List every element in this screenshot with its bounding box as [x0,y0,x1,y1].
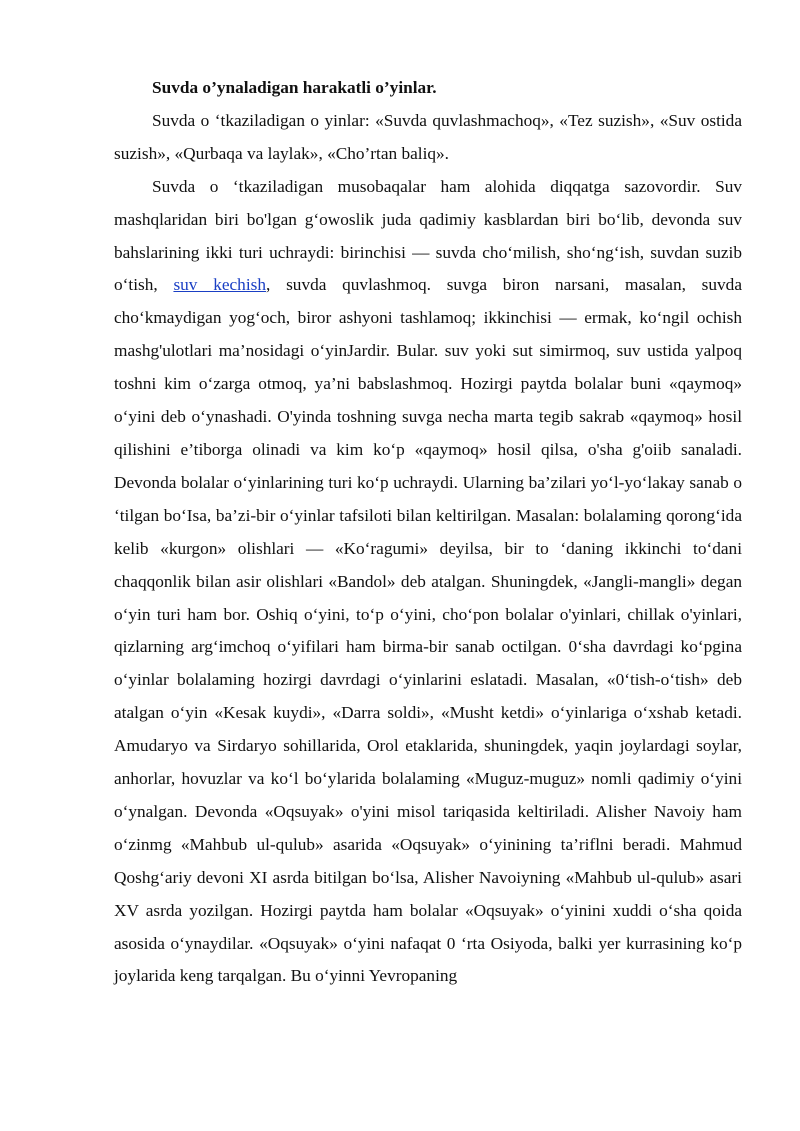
document-page [114,72,742,993]
suv-kechish-link[interactable]: suv kechish [173,275,266,295]
paragraph-competitions [114,171,742,994]
paragraph-games-list: Suvda o ‘tkaziladigan o yinlar: «Suvda quvlashmachoq», «Tez suzish», «Suv ostida suzish», «Qurbaqa va laylak», «Cho’rtan baliq». [114,110,742,163]
section-heading: Suvda o’ynaladigan harakatli o’yinlar. [152,78,437,97]
paragraph-text-start: Suvda o ‘tkaziladigan musobaqalar ham alohida diqqatga sazovordir. Suv mashqlaridan biri bo'lgan g‘owoslik juda qadimiy kasblardan biri bo‘lib, devonda suv bahslarining ikki turi uchraydi: birinchisi — suvda cho‘milish, sho‘ng‘ish, suvdan suzib o‘tish, [114,176,742,295]
paragraph-text-rest: , suvda quvlashmoq. suvga biron narsani, masalan, suvda cho‘kmaydigan yog‘och, biror ashyoni tashlamoq; ikkinchisi — ermak, ko‘ngil ochish mashg'ulotlari ma’nosidagi o‘yinJardir. Bular. suv yoki sut simirmoq, suv ustida yalpoq toshni kim o‘zarga otmoq, ya’ni babslashmoq. Hozirgi paytda bolalar buni «qaymoq» o‘yini deb o‘ynashadi. O'yinda toshning suvga necha marta tegib sakrab «qaymoq» hosil qilishini e’tiborga olinadi va kim ko‘p «qaymoq» hosil qilsa, o'sha g'oiib sanaladi. Devonda bolalar o‘yinlarining turi ko‘p uchraydi. Ularning ba’zilari yo‘l-yo‘lakay sanab o ‘tilgan bo‘Isa, ba’zi-bir o‘yinlar tafsiloti bilan keltirilgan. Masalan: bolalaming qorong‘ida kelib «kurgon» olishlari — «Ko‘ragumi» deyilsa, bir to ‘daning ikkinchi to‘dani chaqqonlik bilan asir olishlari «Bandol» deb atalgan. Shuningdek, «Jangli-mangli» degan o‘yin turi ham bor. Oshiq o‘yini, to‘p o‘yini, cho‘pon bolalar o'yinlari, chillak o'yinlari, qizlarning arg‘imchoq o‘yifilari ham birma-bir sanab octilgan. 0‘sha davrdagi ko‘pgina o‘yinlar bolalaming hozirgi davrdagi o‘yinlarini eslatadi. Masalan, «0‘tish-o‘tish» deb atalgan o‘yin «Kesak kuydi», «Darra soldi», «Musht ketdi» o‘yinlariga o‘xshab ketadi. Amudaryo va Sirdaryo sohillarida, Orol etaklarida, shuningdek, yaqin joylardagi soylar, anhorlar, hovuzlar va ko‘l bo‘ylarida bolalaming «Muguz-muguz» nomli qadimiy o‘yini o‘ynalgan. Devonda «Oqsuyak» o'yini misol tariqasida keltiriladi. Alisher Navoiy ham o‘zinmg «Mahbub ul-qulub» asarida «Oqsuyak» o‘yinining ta’riflni beradi. Mahmud Qoshg‘ariy devoni XI asrda bitilgan bo‘lsa, Alisher Navoiyning «Mahbub ul-qulub» asari XV asrda yozilgan. Hozirgi paytda ham bolalar «Oqsuyak» o‘yinini xuddi o‘sha qoida asosida o‘ynaydilar. «Oqsuyak» o‘yini nafaqat 0 ‘rta Osiyoda, balki yer kurrasining ko‘p joylarida keng tarqalgan. Bu o‘yinni Yevropaning [114,275,742,986]
